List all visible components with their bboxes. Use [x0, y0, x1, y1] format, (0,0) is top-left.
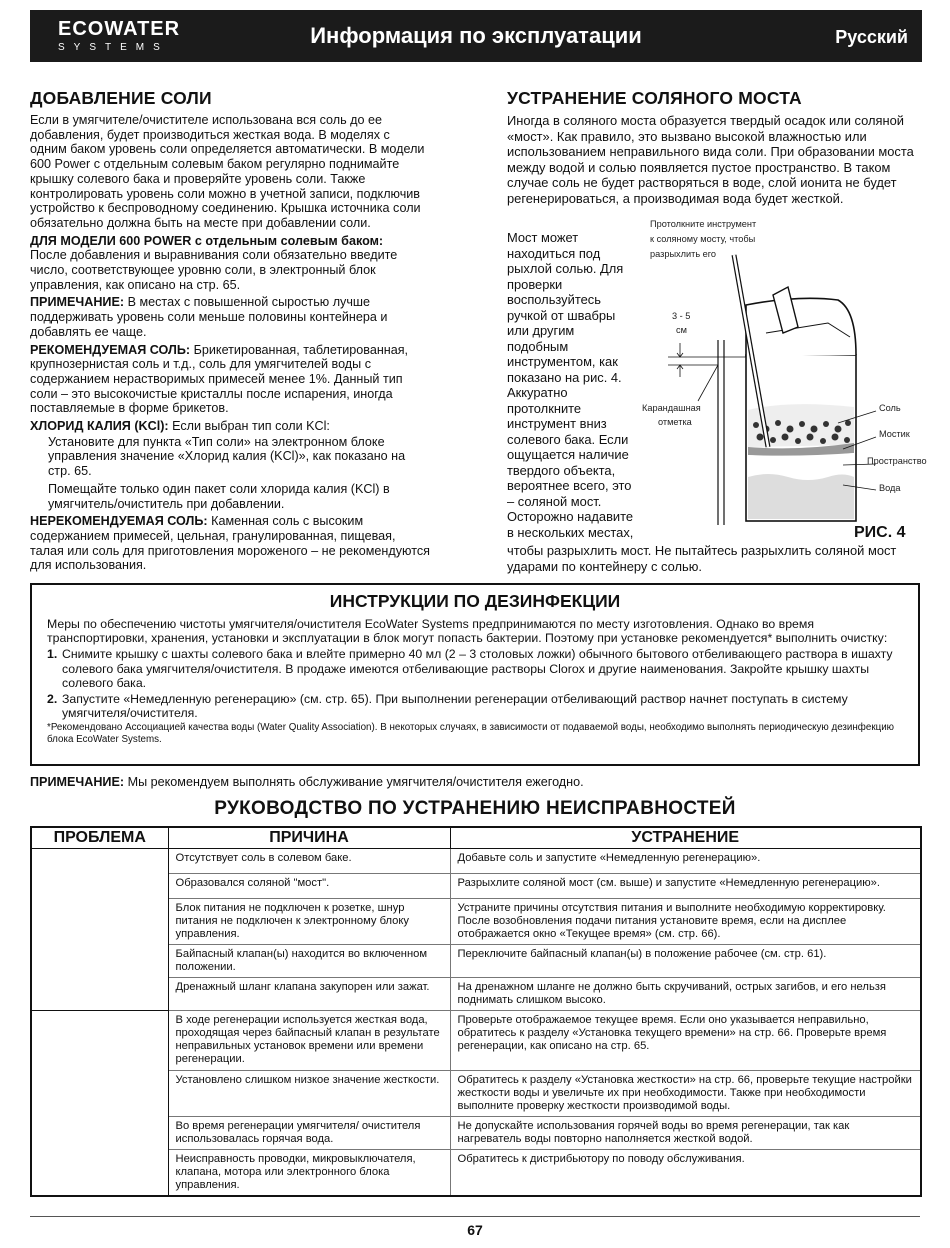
disinfection-heading: ИНСТРУКЦИИ ПО ДЕЗИНФЕКЦИИ	[329, 591, 621, 611]
bridge-label: Мостик	[879, 429, 910, 439]
push-tool-label-2: к соляному мосту, чтобы	[650, 234, 756, 244]
salt-model-600-text: После добавления и выравнивания соли обязательно введите число, соответствующее уровню соли, в электронный блок управления, как описано на стр. 65.	[30, 248, 398, 292]
step-1-text: Снимите крышку с шахты солевого бака и влейте примерно 40 мл (2 – 3 столовых ложки) обычного бытового отбеливающего раствора в ишахту солевого бака умягчителя/очистителя. В продаже имеются отбеливающие растворы Clorox и другие наименования. Закройте крышку шахты солевого бака.	[62, 647, 893, 690]
cause-cell: Установлено слишком низкое значение жесткости.	[168, 1071, 450, 1117]
table-row	[31, 1011, 921, 1071]
salt-recommended-label: РЕКОМЕНДУЕМАЯ СОЛЬ:	[30, 342, 191, 357]
pencil-label-1: Карандашная	[642, 403, 701, 413]
pencil-label-2: отметка	[658, 417, 692, 427]
salt-model-600	[30, 234, 430, 293]
salt-not-recommended	[30, 514, 430, 573]
problem-cell	[31, 849, 168, 1011]
maintenance-note-label: ПРИМЕЧАНИЕ:	[30, 775, 125, 789]
salt-recommended	[30, 343, 430, 417]
step-2-number: 2.	[47, 692, 58, 707]
disinfection-intro: Меры по обеспечению чистоты умягчителя/очистителя EcoWater Systems предпринимаются по месту изготовления. Однако во время транспортировки, хранения, установки и эксплуатации в блок могут попасть бактерии. Поэтому при установке рекомендуется* выполнить очистку:	[47, 617, 888, 646]
empty-space	[748, 453, 854, 477]
cause-cell: Во время регенерации умягчителя/ очистителя использовалась горячая вода.	[168, 1117, 450, 1150]
fix-cell: Обратитесь к дистрибьютору по поводу обслуживания.	[450, 1150, 921, 1197]
fix-cell: Проверьте отображаемое текущее время. Если оно указывается неправильно, обратитесь к разделу «Установка текущего времени» на стр. 66. Проверьте время регенерации, как описано на стр. 65.	[450, 1011, 921, 1071]
brand-logo-sub: SYSTEMS	[58, 42, 169, 53]
salt-intro: Если в умягчителе/очистителе использована вся соль до ее добавления, будет производиться жесткая вода. В моделях с одним баком уровень соли определяется автоматически. В модели 600 Power с отдельным солевым баком регулярно поднимайте крышку солевого бака и проверяйте уровень соли. Также контролировать уровень соли можно в учетной записи, подключив устройство к беспроводному соединению. Крышка источника соли обязательно должна быть на месте при добавлении соли.	[30, 113, 425, 230]
step-2-text: Запустите «Немедленную регенерацию» (см. стр. 65). При выполнении регенерации отбеливающий раствор начнет поступать в систему умягчителя/очистителя.	[62, 692, 848, 721]
salt-model-600-label: ДЛЯ МОДЕЛИ 600 POWER с отдельным солевым баком:	[30, 233, 384, 248]
disinfection-footnote: *Рекомендовано Ассоциацией качества воды (Water Quality Association). В некоторых случаях, в зависимости от подаваемой воды, необходимо выполнять периодическую дезинфекцию блока EcoWater Systems.	[47, 722, 895, 746]
salt-note-text: В местах с повышенной сыростью лучше поддерживать уровень соли меньше половины контейнера и добавлять ее чаще.	[30, 295, 388, 339]
fix-cell: Обратитесь к разделу «Установка жесткости» на стр. 66, проверьте текущие настройки жесткости воды и увеличьте их при необходимости. Также при необходимости выполните проверку жесткости производимой воды.	[450, 1071, 921, 1117]
fix-cell: Добавьте соль и запустите «Немедленную регенерацию».	[450, 849, 921, 874]
gap-label-1: 3 - 5	[672, 311, 691, 321]
figure-salt-bridge	[638, 215, 928, 545]
salt-kcl-label: ХЛОРИД КАЛИЯ (KCl):	[30, 419, 169, 434]
cause-cell: Байпасный клапан(ы) находится во включенном положении.	[168, 945, 450, 978]
salt-not-recommended-text: Каменная соль с высоким содержанием примесей, цельная, гранулированная, пищевая, талая или соль для приготовления мороженого – не рекомендуются для использования.	[30, 514, 430, 573]
salt-kcl-text: Если выбран тип соли KCl:	[172, 419, 330, 434]
fix-cell: Переключите байпасный клапан(ы) в положение рабочее (см. стр. 61).	[450, 945, 921, 978]
water-label: Вода	[879, 483, 901, 493]
cause-cell: Образовался соляной "мост".	[168, 874, 450, 899]
table-header-row	[31, 827, 921, 849]
maintenance-note	[30, 775, 584, 789]
col-cause: ПРИЧИНА	[168, 827, 450, 849]
disinfection-step-2	[47, 692, 904, 720]
disinfection-box	[30, 583, 920, 766]
fix-cell: Разрыхлите соляной мост (см. выше) и запустите «Немедленную регенерацию».	[450, 874, 921, 899]
troubleshooting-table	[30, 826, 922, 1197]
figure-caption: РИС. 4	[854, 524, 906, 541]
language-label: Русский	[835, 27, 908, 47]
salt-note	[30, 295, 430, 339]
maintenance-note-text: Мы рекомендуем выполнять обслуживание умягчителя/очистителя ежегодно.	[127, 775, 584, 789]
pencil-pointer	[698, 365, 718, 401]
problem-cell	[31, 1011, 168, 1197]
table-row	[31, 849, 921, 874]
bridge-heading: УСТРАНЕНИЕ СОЛЯНОГО МОСТА	[507, 88, 802, 108]
cause-cell: Отсутствует соль в солевом баке.	[168, 849, 450, 874]
fix-cell: Устраните причины отсутствия питания и выполните необходимую корректировку. После возобновления подачи питания установите время, если на дисплее отображается окно «Текущее время» (см. стр. 66).	[450, 899, 921, 945]
push-tool-label-3: разрыхлить его	[650, 249, 717, 259]
bridge-check: Мост может находиться под рыхлой солью. Для проверки воспользуйтесь ручкой от швабры или другим подобным инструментом, как показано на рис. 4. Аккуратно протолкните инструмент вниз солевого бака. Если ощущается наличие твердого объекта, вероятнее всего, это – соляной мост. Осторожно надавите в нескольких местах,	[507, 230, 634, 540]
salt-not-recommended-label: НЕРЕКОМЕНДУЕМАЯ СОЛЬ:	[30, 514, 208, 529]
salt-kcl-step1: Установите для пункта «Тип соли» на электронном блоке управления значение «Хлорид калия (KCl)», как показано на стр. 65.	[48, 434, 406, 479]
page-number: 67	[467, 1222, 483, 1238]
disinfection-step-1	[47, 647, 904, 690]
push-tool-label-1: Протолкните инструмент	[650, 219, 757, 229]
cause-cell: Блок питания не подключен к розетке, шнур питания не подключен к электронному блоку управления.	[168, 899, 450, 945]
troubleshooting-heading: РУКОВОДСТВО ПО УСТРАНЕНИЮ НЕИСПРАВНОСТЕЙ	[214, 798, 736, 819]
space-label: Пространство	[867, 456, 927, 466]
fix-cell: Не допускайте использования горячей воды во время регенерации, так как нагреватель воды повторно наполняется жесткой водой.	[450, 1117, 921, 1150]
salt-kcl-step2: Помещайте только один пакет соли хлорида калия (KCl) в умягчитель/очиститель при добавлении.	[48, 481, 390, 511]
step-1-number: 1.	[47, 647, 58, 662]
footer-divider	[30, 1216, 920, 1217]
salt-kcl	[30, 419, 430, 434]
salt-section	[30, 113, 430, 576]
col-fix: УСТРАНЕНИЕ	[450, 827, 921, 849]
bridge-warning: чтобы разрыхлить мост. Не пытайтесь разрыхлить соляной мост ударами по контейнеру с солью.	[507, 543, 897, 574]
cause-cell: Неисправность проводки, микровыключателя, клапана, мотора или электронного блока управления.	[168, 1150, 450, 1197]
water-layer	[748, 474, 854, 519]
page-title: Информация по эксплуатации	[310, 23, 642, 48]
bridge-intro: Иногда в соляного моста образуется твердый осадок или соляной «мост». Как правило, это вызвано высокой влажностью или использованием неправильного вида соли. При образовании моста между водой и солью появляется пустое пространство. В таком случае соль не будет растворяться в воде, слой ионита не будет регенерироваться, а производимая вода будет жесткой.	[507, 113, 914, 206]
col-problem: ПРОБЛЕМА	[31, 827, 168, 849]
salt-label: Соль	[879, 403, 901, 413]
gap-label-2: см	[676, 325, 687, 335]
salt-note-label: ПРИМЕЧАНИЕ:	[30, 295, 125, 310]
brand-logo: ECOWATER	[58, 18, 181, 40]
cause-cell: Дренажный шланг клапана закупорен или зажат.	[168, 978, 450, 1011]
page-header	[30, 10, 922, 62]
salt-recommended-text: Брикетированная, таблетированная, крупнозернистая соль и т.д., соль для умягчителей воды с содержанием нерастворимых примесей менее 1%. Данный тип соли – это высокочистые кристаллы после испарения, иногда поставляемые в форме брикетов.	[30, 342, 409, 416]
salt-heading: ДОБАВЛЕНИЕ СОЛИ	[30, 88, 212, 108]
disinfection-content	[47, 617, 904, 748]
fix-cell: На дренажном шланге не должно быть скручиваний, острых загибов, и его нельзя поднимать слишком высоко.	[450, 978, 921, 1011]
cause-cell: В ходе регенерации используется жесткая вода, проходящая через байпасный клапан в результате неправильных установок времени или времени регенерации.	[168, 1011, 450, 1071]
